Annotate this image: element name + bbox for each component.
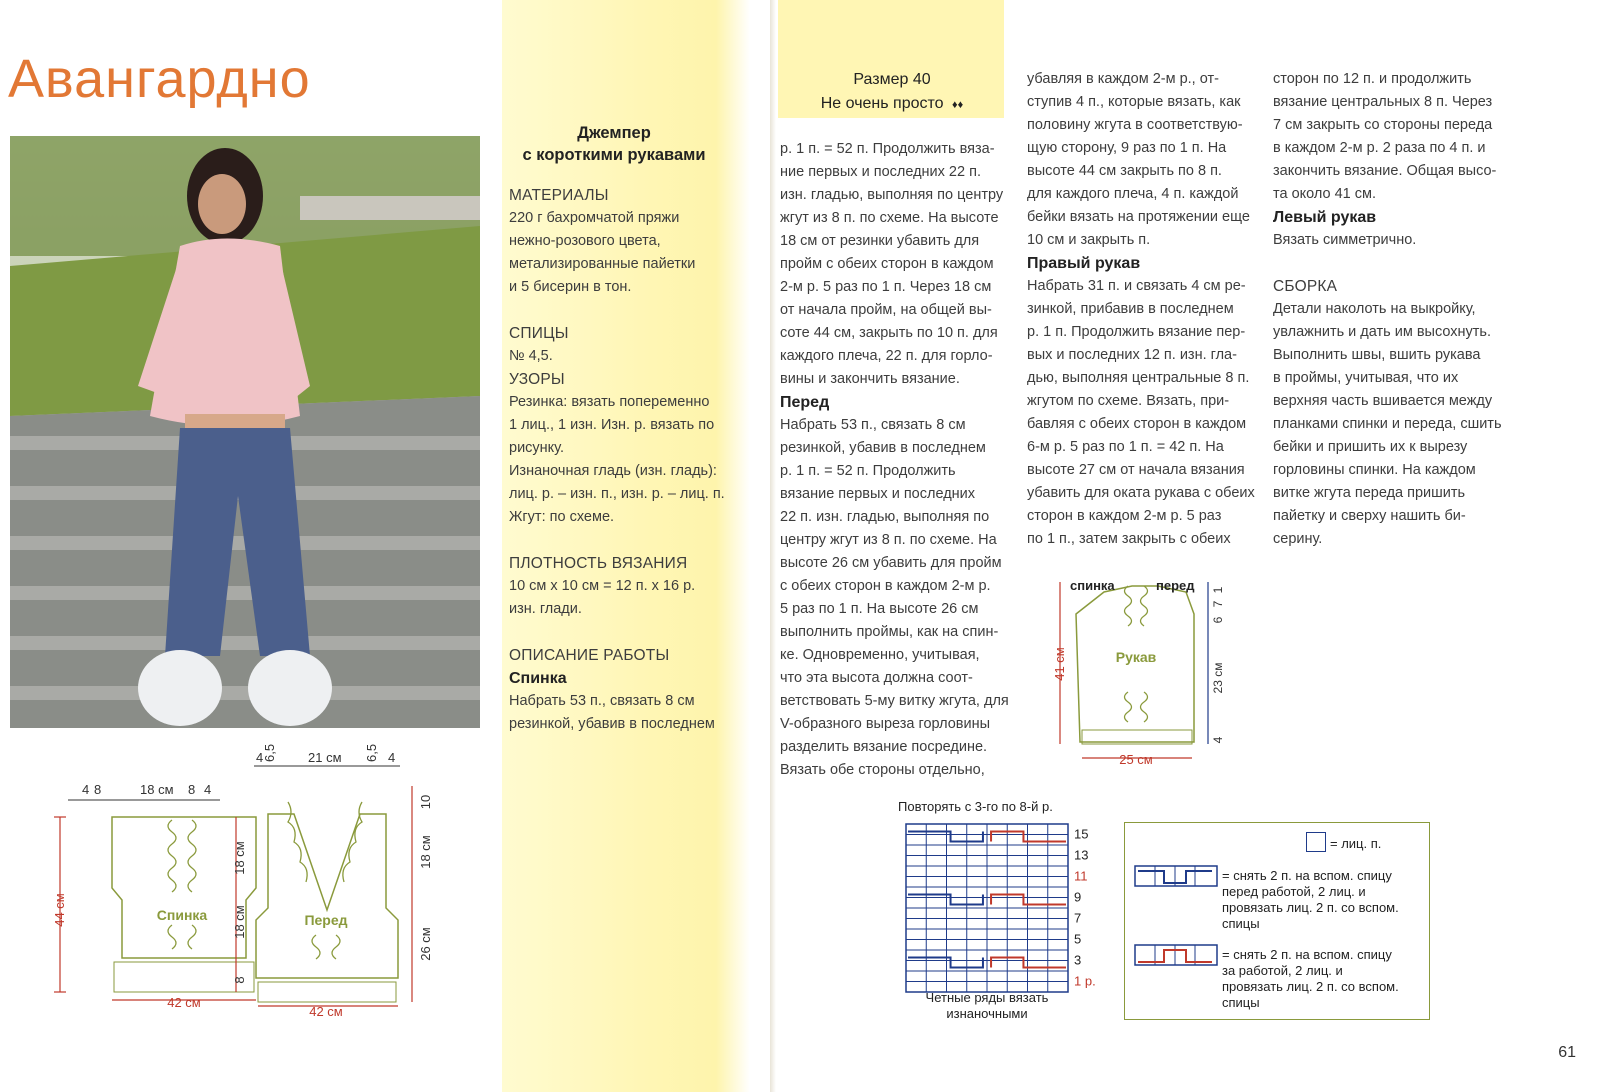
text-line: нежно-розового цвета, <box>509 233 661 249</box>
knit-stitch-symbol <box>1306 832 1326 852</box>
legend-line: провязать лиц. 2 п. со вспом. <box>1222 979 1399 994</box>
text-line: р. 1 п. Продолжить вязание пер- <box>1027 324 1246 340</box>
knitting-chart <box>902 820 1122 1000</box>
page-title: Авангардно <box>8 49 311 109</box>
text-line: сторон по 12 п. и продолжить <box>1273 71 1472 87</box>
back-label: Спинка <box>156 907 208 923</box>
difficulty-label: Не очень просто <box>820 95 944 112</box>
text-line: половину жгута в соответствую- <box>1027 117 1243 133</box>
back-dim: 4 <box>82 782 90 797</box>
chart-row-label: 1 р. <box>1074 973 1096 989</box>
text-line: и 5 бисерин в тон. <box>509 279 632 295</box>
front-dim: 10 <box>418 794 433 810</box>
legend-cable-back <box>1222 947 1399 1011</box>
text-line: метализированные пайетки <box>509 256 696 272</box>
back-width-label: 42 см <box>167 995 201 1010</box>
front-dim: 4 <box>256 750 264 765</box>
text-line: резинкой, убавив в последнем <box>780 440 986 456</box>
text-line: р. 1 п. = 52 п. Продолжить вяза- <box>780 141 995 157</box>
text-line: вины и закончить вязание. <box>780 371 960 387</box>
even-note-line: Четные ряды вязать <box>925 990 1049 1005</box>
sleeve-dim: 23 см <box>1211 662 1225 694</box>
legend-line: спицы <box>1222 995 1260 1010</box>
sleeve-dim: 6 <box>1211 616 1225 624</box>
text-line: Жгут: по схеме. <box>509 509 615 525</box>
text-line: горловины спинки. На каждом <box>1273 462 1476 478</box>
legend-line: = снять 2 п. на вспом. спицу <box>1222 868 1392 883</box>
back-dim: 18 см <box>232 841 247 875</box>
legend-cable-front <box>1222 868 1399 932</box>
chart-cable-mark <box>908 832 983 842</box>
chart-cable-mark <box>991 832 1066 842</box>
needles-heading: СПИЦЫ <box>509 325 569 342</box>
text-line: Вязать обе стороны отдельно, <box>780 762 985 778</box>
legend-line: перед работой, 2 лиц. и <box>1222 884 1366 899</box>
cable-back-symbol <box>1134 944 1220 968</box>
text-line: что эта высота должна соот- <box>780 670 973 686</box>
text-line: 5 раз по 1 п. На высоте 26 см <box>780 601 979 617</box>
legend-line: за работой, 2 лиц. и <box>1222 963 1343 978</box>
text-line: бейки вязать на протяжении еще <box>1027 209 1250 225</box>
text-line: Детали наколоть на выкройку, <box>1273 301 1476 317</box>
text-line: р. 1 п. = 52 п. Продолжить <box>780 463 956 479</box>
text-line: Набрать 53 п., связать 8 см <box>780 417 966 433</box>
size-label: Размер 40 <box>853 71 931 88</box>
text-line: 10 см х 10 см = 12 п. х 16 р. <box>509 578 696 594</box>
text-line: выполнить проймы, как на спин- <box>780 624 999 640</box>
text-line: жгутом по схеме. Вязать, при- <box>1027 393 1230 409</box>
text-line: каждого плеча, 22 п. для горло- <box>780 348 993 364</box>
text-line: Выполнить швы, вшить рукава <box>1273 347 1481 363</box>
text-line: в проймы, учитывая, что их <box>1273 370 1459 386</box>
text-line: Набрать 53 п., связать 8 см <box>509 693 695 709</box>
back-dim: 18 см <box>140 782 174 797</box>
sleeve-width-label: 25 см <box>1119 752 1153 767</box>
sleeve-back-label: спинка <box>1070 578 1115 593</box>
text-line: рисунку. <box>509 440 565 456</box>
text-line: вязание центральных 8 п. Через <box>1273 94 1493 110</box>
text-line: V-образного выреза горловины <box>780 716 991 732</box>
chart-row-label: 5 <box>1074 931 1082 947</box>
page-gutter <box>770 0 776 1092</box>
chart-row-label: 3 <box>1074 952 1082 968</box>
text-line: бейки и пришить их к вырезу <box>1273 439 1468 455</box>
front-dim: 21 см <box>308 750 342 765</box>
text-line: соте 44 см, закрыть по 10 п. для <box>780 325 998 341</box>
description-heading: ОПИСАНИЕ РАБОТЫ <box>509 647 670 664</box>
column-4 <box>1273 68 1513 551</box>
difficulty-line <box>782 92 1002 117</box>
text-line: разделить вязание посредине. <box>780 739 988 755</box>
back-dim: 18 см <box>232 905 247 939</box>
text-line: щую сторону, 9 раз по 1 п. На <box>1027 140 1227 156</box>
chart-cable-mark <box>991 895 1066 905</box>
even-rows-note <box>912 990 1062 1022</box>
difficulty-mark: ♦♦ <box>952 99 964 111</box>
text-line: ние первых и последних 22 п. <box>780 164 981 180</box>
front-width-label: 42 см <box>309 1004 343 1019</box>
legend-knit: = лиц. п. <box>1330 836 1382 851</box>
text-line: вых и последних 12 п. изн. гла- <box>1027 347 1237 363</box>
text-line: изн. гладью, выполняя по центру <box>780 187 1004 203</box>
size-header <box>782 68 1002 117</box>
chart-cable-mark <box>908 958 983 968</box>
column-3 <box>1027 68 1267 551</box>
sleeve-front-label: перед <box>1156 578 1195 593</box>
back-dim: 8 <box>232 976 247 984</box>
repeat-note: Повторять с 3-го по 8-й р. <box>898 799 1053 814</box>
text-line: ступив 4 п., которые вязать, как <box>1027 94 1241 110</box>
text-line: жгут из 8 п. по схеме. На высоте <box>780 210 999 226</box>
back-height-label: 44 см <box>52 893 67 927</box>
text-line: убавить для оката рукава с обеих <box>1027 485 1255 501</box>
sleeve-dim: 7 <box>1211 600 1225 608</box>
text-line: 22 п. изн. гладью, выполняя по <box>780 509 990 525</box>
legend-line: = снять 2 п. на вспом. спицу <box>1222 947 1392 962</box>
text-line: лиц. р. – изн. п., изн. р. – лиц. п. <box>509 486 725 502</box>
text-line: вязание первых и последних <box>780 486 976 502</box>
front-schematic <box>254 744 433 1019</box>
chart-row-label: 9 <box>1074 889 1082 905</box>
text-line: 220 г бахромчатой пряжи <box>509 210 680 226</box>
text-line: высоте 27 см от начала вязания <box>1027 462 1245 478</box>
text-line: Набрать 31 п. и связать 4 см ре- <box>1027 278 1246 294</box>
text-line: Изнаночная гладь (изн. гладь): <box>509 463 717 479</box>
text-line: центру жгут из 8 п. по схеме. На <box>780 532 997 548</box>
text-line: пройм с обеих сторон в каждом <box>780 256 994 272</box>
text-line: витке жгута переда пришить <box>1273 485 1466 501</box>
front-heading: Перед <box>780 394 830 411</box>
chart-cable-mark <box>991 958 1066 968</box>
text-line: планками спинки и переда, сшить <box>1273 416 1502 432</box>
front-label: Перед <box>304 912 348 928</box>
front-dim: 4 <box>388 750 396 765</box>
chart-row-label: 11 <box>1074 868 1088 884</box>
jumper-title <box>508 122 720 166</box>
text-line: 1 лиц., 1 изн. Изн. р. вязать по <box>509 417 715 433</box>
back-front-diagram <box>40 740 440 1020</box>
text-line: Вязать симметрично. <box>1273 232 1417 248</box>
column-2 <box>780 138 1020 782</box>
front-dim: 6,5 <box>262 743 277 762</box>
chart-cable-mark <box>908 895 983 905</box>
text-line: № 4,5. <box>509 348 553 364</box>
sleeve-dim: 4 <box>1211 736 1225 744</box>
sleeve-height-label: 41 см <box>1052 647 1067 681</box>
assembly-heading: СБОРКА <box>1273 278 1338 295</box>
text-line: изн. глади. <box>509 601 582 617</box>
text-line: высоте 26 см убавить для пройм <box>780 555 1002 571</box>
text-line: пайетку и сверху нашить би- <box>1273 508 1466 524</box>
text-line: от начала пройм, на общей вы- <box>780 302 992 318</box>
text-line: зинкой, прибавив в последнем <box>1027 301 1234 317</box>
text-line: дью, выполняя центральные 8 п. <box>1027 370 1250 386</box>
text-line: закончить вязание. Общая высо- <box>1273 163 1497 179</box>
back-dim: 8 <box>94 782 102 797</box>
text-line: 10 см и закрыть п. <box>1027 232 1151 248</box>
text-line: Резинка: вязать попеременно <box>509 394 710 410</box>
cable-front-symbol <box>1134 865 1220 889</box>
text-line: с обеих сторон в каждом 2-м р. <box>780 578 991 594</box>
column-1 <box>509 184 729 736</box>
text-line: та около 41 см. <box>1273 186 1377 202</box>
legend-line: спицы <box>1222 916 1260 931</box>
text-line: убавляя в каждом 2-м р., от- <box>1027 71 1219 87</box>
left-sleeve-heading: Левый рукав <box>1273 209 1377 226</box>
back-schematic <box>52 782 256 1010</box>
text-line: 18 см от резинки убавить для <box>780 233 980 249</box>
text-line: 7 см закрыть со стороны переда <box>1273 117 1493 133</box>
text-line: 2-м р. 5 раз по 1 п. Через 18 см <box>780 279 992 295</box>
even-note-line: изнаночными <box>946 1006 1028 1021</box>
materials-heading: МАТЕРИАЛЫ <box>509 187 609 204</box>
text-line: сторон в каждом 2-м р. 5 раз <box>1027 508 1222 524</box>
front-dim: 6,5 <box>364 743 379 762</box>
jumper-title-line: с короткими рукавами <box>522 146 706 164</box>
text-line: для каждого плеча, 4 п. каждой <box>1027 186 1239 202</box>
text-line: ке. Одновременно, учитывая, <box>780 647 980 663</box>
text-line: 6-м р. 5 раз по 1 п. = 42 п. На <box>1027 439 1224 455</box>
text-line: бавляя с обеих сторон в каждом <box>1027 416 1247 432</box>
back-dim: 4 <box>204 782 212 797</box>
right-sleeve-heading: Правый рукав <box>1027 255 1141 272</box>
back-dim: 8 <box>188 782 196 797</box>
back-heading: Спинка <box>509 670 567 687</box>
jumper-title-line: Джемпер <box>577 124 651 142</box>
sleeve-label: Рукав <box>1115 649 1157 665</box>
text-line: ветствовать 5-му витку жгута, для <box>780 693 1009 709</box>
front-dim: 18 см <box>418 835 433 869</box>
chart-row-label: 15 <box>1074 826 1089 842</box>
text-line: серину. <box>1273 531 1323 547</box>
legend-line: провязать лиц. 2 п. со вспом. <box>1222 900 1399 915</box>
front-dim: 26 см <box>418 927 433 961</box>
text-line: в каждом 2-м р. 2 раза по 4 п. и <box>1273 140 1486 156</box>
text-line: увлажнить и дать им высохнуть. <box>1273 324 1492 340</box>
text-line: высоте 44 см закрыть по 8 п. <box>1027 163 1222 179</box>
density-heading: ПЛОТНОСТЬ ВЯЗАНИЯ <box>509 555 688 572</box>
chart-row-label: 7 <box>1074 910 1082 926</box>
sleeve-diagram <box>1046 572 1246 772</box>
sleeve-dim: 1 <box>1211 586 1225 594</box>
page-number: 61 <box>1558 1044 1576 1061</box>
patterns-heading: УЗОРЫ <box>509 371 565 388</box>
text-line: по 1 п., затем закрыть с обеих <box>1027 531 1231 547</box>
text-line: верхняя часть вшивается между <box>1273 393 1493 409</box>
chart-row-label: 13 <box>1074 847 1089 863</box>
text-line: резинкой, убавив в последнем <box>509 716 715 732</box>
model-photo <box>10 136 480 728</box>
photo-illustration <box>10 136 480 728</box>
